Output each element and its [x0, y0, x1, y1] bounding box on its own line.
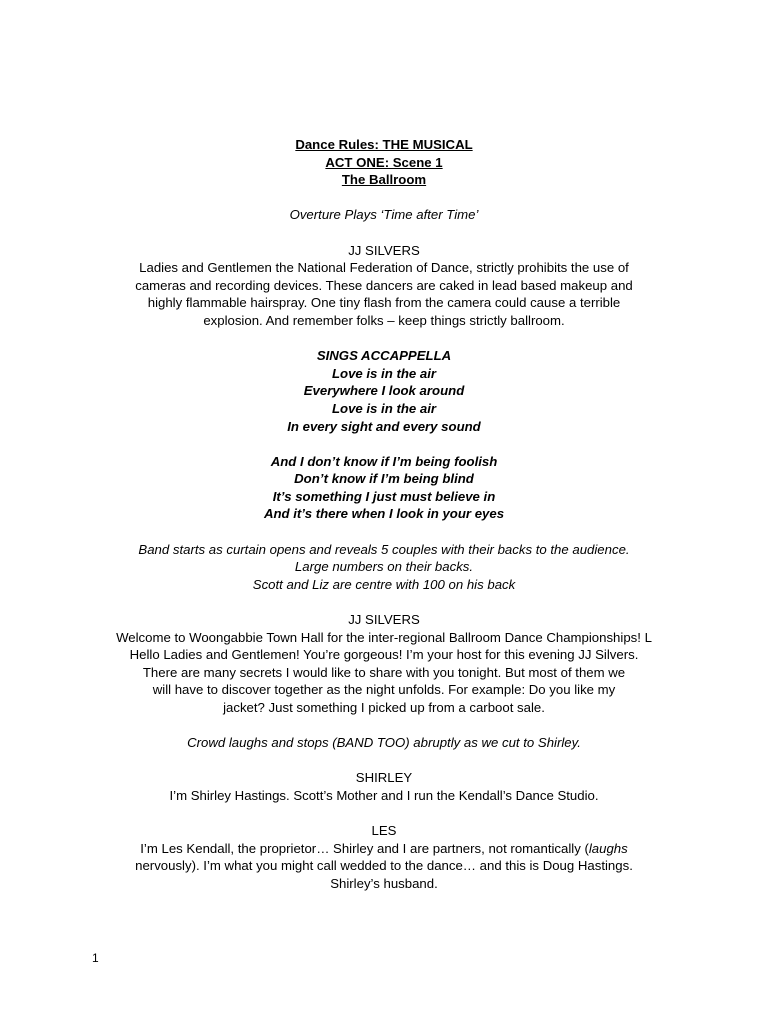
dialogue-line: highly flammable hairspray. One tiny flash from the camera could cause a terrible	[147, 295, 621, 311]
lyric-line: And I don’t know if I’m being foolish	[270, 453, 498, 469]
dialogue-line: cameras and recording devices. These dancers are caked in lead based makeup and	[135, 277, 633, 293]
dialogue-line: Hello Ladies and Gentlemen! You’re gorgeous! I’m your host for this evening JJ Silvers.	[129, 647, 639, 663]
speaker-name: LES	[371, 823, 397, 839]
lyric-line: And it’s there when I look in your eyes	[263, 506, 505, 522]
lyric-line: It’s something I just must believe in	[272, 488, 496, 504]
page-number: 1	[92, 951, 99, 965]
speaker-name: SHIRLEY	[355, 770, 413, 786]
dialogue-line: will have to discover together as the night unfolds. For example: Do you like my	[152, 682, 616, 698]
speaker-name: JJ SILVERS	[348, 242, 420, 258]
overture-direction: Overture Plays ‘Time after Time’	[289, 207, 479, 223]
lyric-line: Love is in the air	[331, 400, 437, 416]
lyric-line: Everywhere I look around	[303, 383, 465, 399]
dialogue-line: Shirley’s husband.	[330, 875, 438, 891]
lyric-line: Don’t know if I’m being blind	[294, 471, 474, 487]
stage-direction-line: Crowd laughs and stops (BAND TOO) abruptly as we cut to Shirley.	[187, 735, 581, 751]
speaker-name: JJ SILVERS	[348, 612, 420, 628]
dialogue-line: Ladies and Gentlemen the National Federation of Dance, strictly prohibits the use of	[139, 260, 629, 276]
dialogue-line: jacket? Just something I picked up from a carboot sale.	[223, 700, 545, 715]
script-body	[80, 136, 688, 893]
dialogue-text: I’m Les Kendall, the proprietor… Shirley and I are partners, not romantically (	[140, 840, 589, 856]
act-heading: ACT ONE: Scene 1	[325, 154, 443, 170]
dialogue-line	[80, 840, 688, 858]
dialogue-line: nervously). I’m what you might call wedded to the dance… and this is Doug Hastings.	[135, 858, 633, 874]
stage-direction-line: Large numbers on their backs.	[294, 559, 474, 575]
lyric-line: Love is in the air	[331, 365, 437, 381]
scene-heading: The Ballroom	[341, 172, 427, 188]
dialogue-line: Welcome to Woongabbie Town Hall for the inter-regional Ballroom Dance Championships! L	[116, 629, 652, 645]
inline-direction: laughs	[588, 840, 628, 856]
dialogue-line: explosion. And remember folks – keep things strictly ballroom.	[203, 312, 565, 328]
document-title: Dance Rules: THE MUSICAL	[295, 137, 473, 152]
lyric-line: In every sight and every sound	[287, 418, 481, 434]
song-direction: SINGS ACCAPPELLA	[316, 348, 452, 364]
dialogue-line: There are many secrets I would like to share with you tonight. But most of them we	[142, 664, 626, 680]
stage-direction-line: Scott and Liz are centre with 100 on his back	[252, 576, 516, 592]
stage-direction-line: Band starts as curtain opens and reveals 5 couples with their backs to the audience.	[138, 541, 630, 557]
dialogue-line: I’m Shirley Hastings. Scott’s Mother and I run the Kendall’s Dance Studio.	[169, 787, 599, 803]
